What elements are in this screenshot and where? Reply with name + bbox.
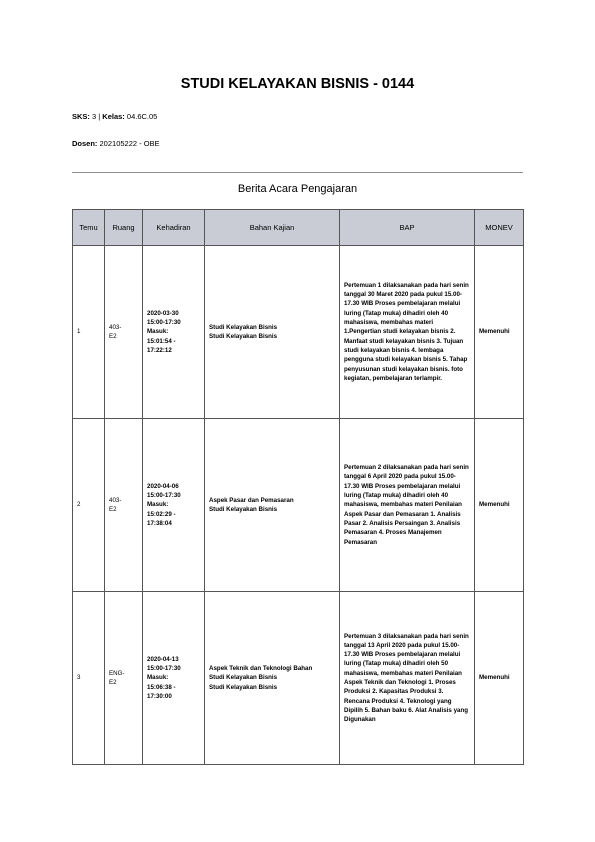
cell-bahan-kajian [205, 419, 340, 592]
header-bahan-kajian: Bahan Kajian [205, 210, 340, 246]
header-kehadiran: Kehadiran [143, 210, 205, 246]
kehadiran-label: Masuk: [147, 674, 169, 682]
table-row [73, 419, 524, 592]
cell-ruang [105, 246, 143, 419]
header-monev: MONEV [475, 210, 524, 246]
kehadiran-time: 15:00-17:30 [147, 665, 181, 673]
kehadiran-time: 15:00-17:30 [147, 319, 181, 327]
bahan-line: Aspek Teknik dan Teknologi Bahan [209, 665, 313, 673]
divider [72, 172, 523, 173]
ruang-line: 403- [109, 496, 122, 504]
ruang-line: E2 [109, 506, 117, 513]
header-temu: Temu [73, 210, 105, 246]
kehadiran-in: 15:06:38 - [147, 683, 176, 691]
kehadiran-in: 15:02:29 - [147, 510, 176, 518]
cell-kehadiran [143, 419, 205, 592]
kehadiran-time: 15:00-17:30 [147, 492, 181, 500]
bahan-line: Aspek Pasar dan Pemasaran [209, 496, 294, 504]
cell-bap: Pertemuan 2 dilaksanakan pada hari senin tanggal 6 April 2020 pada pukul 15.00-17.30 WIB Proses pembelajaran melalui luring (Tatap muka) dihadiri oleh 40 mahasiswa, membahas materi Penilaian Aspek Pasar dan Pemasaran 1. Analisis Pasar 2. Analisis Persaingan 3. Analisis Pemasaran 4. Proses Manajemen Pemasaran [340, 419, 475, 592]
ruang-line: E2 [109, 679, 117, 686]
kehadiran-date: 2020-04-13 [147, 655, 179, 663]
sks-value: 3 | [89, 112, 103, 121]
bahan-line: Studi Kelayakan Bisnis [209, 333, 278, 340]
kehadiran-label: Masuk: [147, 501, 169, 509]
ruang-line: ENG- [109, 669, 125, 677]
section-title: Berita Acara Pengajaran [237, 183, 358, 195]
bahan-line: Studi Kelayakan Bisnis [209, 506, 278, 513]
table-row [73, 592, 524, 765]
kelas-label: Kelas: [102, 112, 125, 121]
sks-label: SKS: [72, 112, 90, 121]
cell-ruang [105, 419, 143, 592]
kehadiran-out: 17:30:00 [147, 692, 172, 700]
bahan-line: Studi Kelayakan Bisnis [209, 683, 278, 691]
cell-monev: Memenuhi [475, 419, 524, 592]
bahan-line: Studi Kelayakan Bisnis [209, 323, 278, 331]
cell-ruang [105, 592, 143, 765]
ruang-line: E2 [109, 333, 117, 340]
table-header-row [73, 210, 524, 246]
dosen-value: 202105222 - OBE [97, 139, 160, 148]
cell-monev: Memenuhi [475, 246, 524, 419]
document-title: STUDI KELAYAKAN BISNIS - 0144 [180, 76, 415, 92]
table-row [73, 246, 524, 419]
cell-temu: 3 [73, 592, 105, 765]
cell-bap: Pertemuan 1 dilaksanakan pada hari senin tanggal 30 Maret 2020 pada pukul 15.00-17.30 WIB Proses pembelajaran melalui luring (Tatap muka) dihadiri oleh 40 mahasiswa, membahas materi 1.Pengertian studi kelayakan bisnis 2. Manfaat studi kelayakan bisnis 3. Tujuan studi kelayakan bisnis 4. lembaga pengguna studi kelayakan bisnis 5. Tahap penyusunan studi kelayakan bisnis. foto kegiatan, pembelajaran terlampir. [340, 246, 475, 419]
kelas-value: 04.6C.05 [124, 112, 158, 121]
course-info [72, 112, 157, 121]
cell-bahan-kajian [205, 592, 340, 765]
bahan-line: Studi Kelayakan Bisnis [209, 674, 278, 682]
cell-kehadiran [143, 592, 205, 765]
kehadiran-out: 17:22:12 [147, 346, 172, 354]
kehadiran-label: Masuk: [147, 328, 169, 336]
kehadiran-date: 2020-04-06 [147, 482, 179, 490]
dosen-label: Dosen: [72, 139, 98, 148]
cell-bahan-kajian [205, 246, 340, 419]
ruang-line: 403- [109, 323, 122, 331]
cell-temu: 1 [73, 246, 105, 419]
kehadiran-in: 15:01:54 - [147, 337, 176, 345]
kehadiran-out: 17:38:04 [147, 519, 172, 527]
header-bap: BAP [340, 210, 475, 246]
header-ruang: Ruang [105, 210, 143, 246]
lecturer-info [72, 139, 160, 148]
cell-bap: Pertemuan 3 dilaksanakan pada hari senin tanggal 13 April 2020 pada pukul 15.00-17.30 WIB Proses pembelajaran melalui luring (Tatap muka) dihadiri oleh 50 mahasiswa, membahas materi Penilaian Aspek Teknik dan Teknologi 1. Proses Produksi 2. Kapasitas Produksi 3. Rencana Produksi 4. Teknologi yang Dipilih 5. Bahan baku 6. Alat Analisis yang Digunakan [340, 592, 475, 765]
kehadiran-date: 2020-03-30 [147, 309, 179, 317]
cell-monev: Memenuhi [475, 592, 524, 765]
teaching-record-table [72, 209, 524, 765]
cell-kehadiran [143, 246, 205, 419]
cell-temu: 2 [73, 419, 105, 592]
